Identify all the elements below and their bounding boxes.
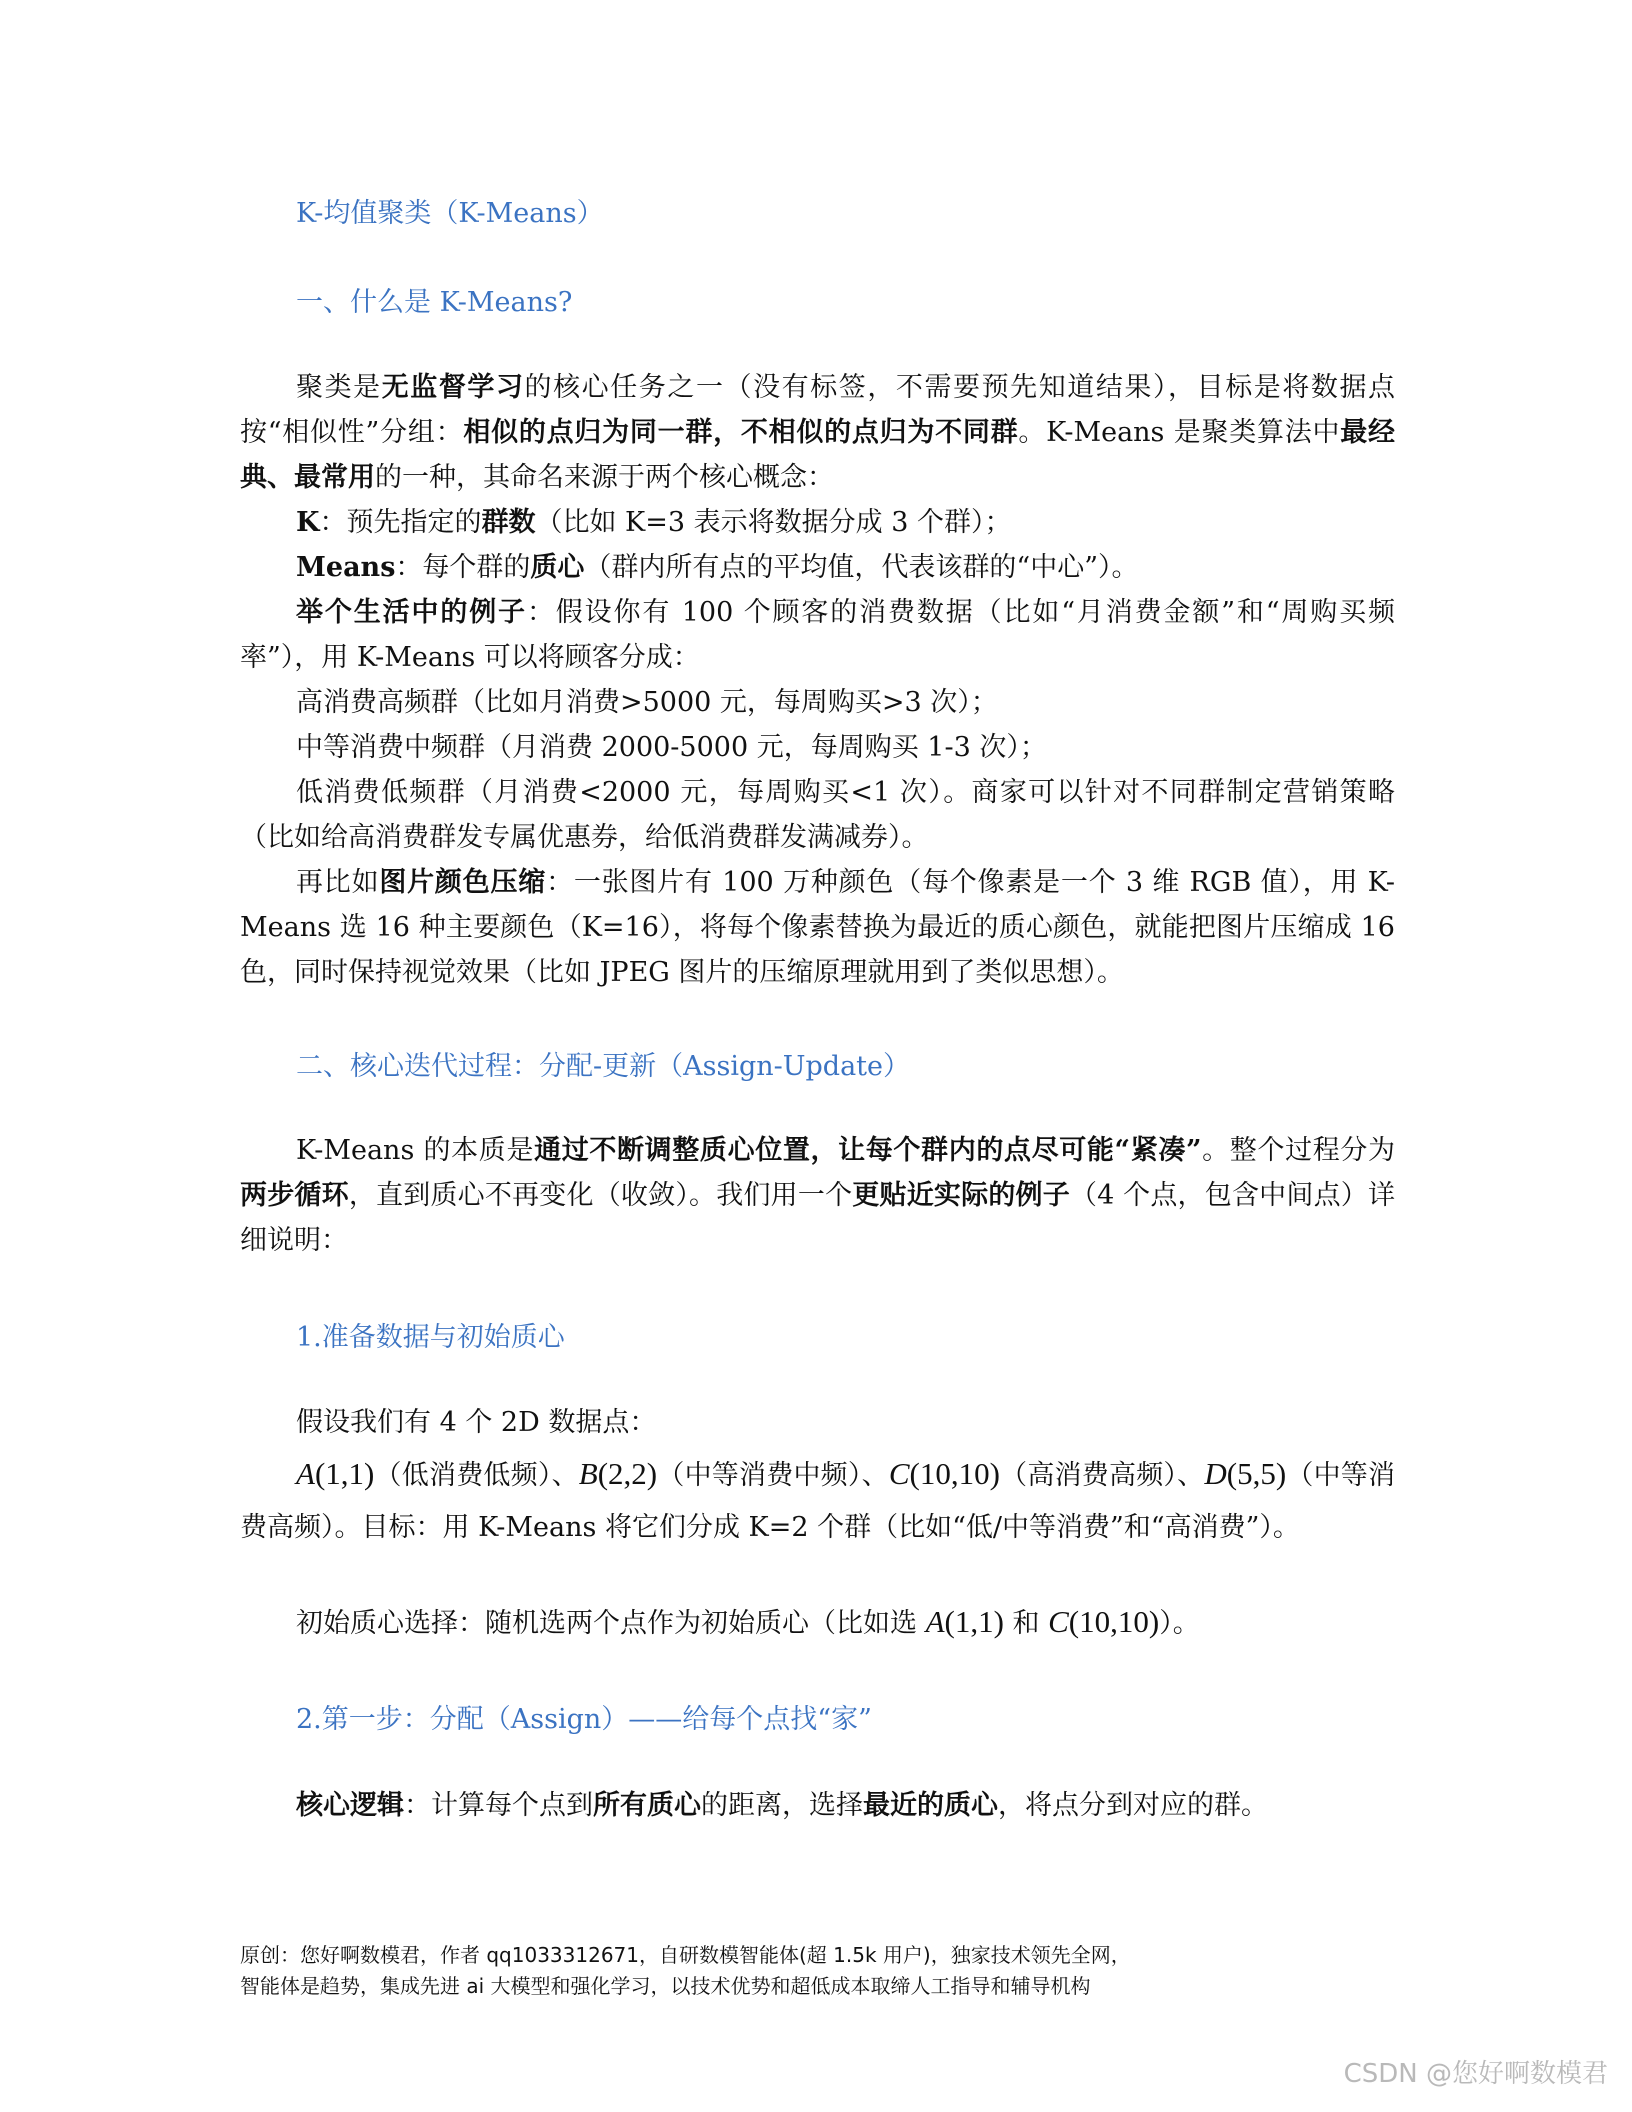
section1-body (240, 365, 1395, 995)
assign-core-logic: 核心逻辑：计算每个点到所有质心的距离，选择最近的质心，将点分到对应的群。 (296, 1790, 1268, 1821)
section-heading-what-is-kmeans: 一、什么是 K-Means? (296, 287, 573, 318)
section3-intro (240, 1400, 1395, 1445)
section2-body (240, 1128, 1395, 1263)
section3-points (240, 1448, 1395, 1554)
group-low: 低消费低频群（月消费<2000 元，每周购买<1 次）。商家可以针对不同群制定营销策略（比如给高消费群发专属优惠券，给低消费群发满减券）。 (240, 777, 1395, 853)
csdn-watermark: CSDN @您好啊数模君 (1343, 2059, 1608, 2089)
document-title: K-均值聚类（K-Means） (296, 198, 604, 229)
means-definition: Means：每个群的质心（群内所有点的平均值，代表该群的“中心”）。 (296, 552, 1139, 583)
footer-line-1: 原创：您好啊数模君，作者 qq1033312671，自研数模智能体(超 1.5k 用户)，独家技术领先全网， (240, 1943, 1131, 1967)
group-high: 高消费高频群（比如月消费>5000 元，每周购买>3 次）； (296, 687, 998, 718)
iteration-paragraph: K-Means 的本质是通过不断调整质心位置，让每个群内的点尽可能“紧凑”。整个过程分为两步循环，直到质心不再变化（收敛）。我们用一个更贴近实际的例子（4 个点，包含中间点）详细说明： (240, 1135, 1396, 1256)
section-heading-assign: 2.第一步：分配（Assign）——给每个点找“家” (296, 1704, 872, 1735)
data-points-list: A(1,1)（低消费低频）、B(2,2)（中等消费中频）、C(10,10)（高消费高频）、D(5,5)（中等消费高频）。目标：用 K-Means 将它们分成 K=2 个群（比如“低/中等消费”和“高消费”）。 (240, 1456, 1396, 1543)
section-heading-iteration: 二、核心迭代过程：分配-更新（Assign-Update） (296, 1051, 911, 1082)
footer-note (240, 1940, 1131, 2002)
section-heading-prepare-data: 1.准备数据与初始质心 (296, 1322, 565, 1353)
k-definition: K：预先指定的群数（比如 K=3 表示将数据分成 3 个群）； (296, 507, 1012, 538)
intro-paragraph: 聚类是无监督学习的核心任务之一（没有标签，不需要预先知道结果），目标是将数据点按“相似性”分组：相似的点归为同一群，不相似的点归为不同群。K-Means 是聚类算法中最经典、最常用的一种，其命名来源于两个核心概念： (240, 372, 1396, 493)
data-points-intro: 假设我们有 4 个 2D 数据点： (296, 1407, 657, 1438)
image-compression-example: 再比如图片颜色压缩：一张图片有 100 万种颜色（每个像素是一个 3 维 RGB 值），用 K-Means 选 16 种主要颜色（K=16），将每个像素替换为最近的质心颜色，就能把图片压缩成 16 色，同时保持视觉效果（比如 JPEG 图片的压缩原理就用到了类似思想）。 (240, 867, 1396, 988)
section4-body (240, 1783, 1395, 1828)
life-example: 举个生活中的例子：假设你有 100 个顾客的消费数据（比如“月消费金额”和“周购买频率”），用 K-Means 可以将顾客分成： (240, 597, 1396, 673)
group-mid: 中等消费中频群（月消费 2000-5000 元，每周购买 1-3 次）； (296, 732, 1047, 763)
section3-init (240, 1596, 1395, 1650)
footer-line-2: 智能体是趋势，集成先进 ai 大模型和强化学习，以技术优势和超低成本取缔人工指导和辅导机构 (240, 1974, 1091, 1998)
initial-centroids: 初始质心选择：随机选两个点作为初始质心（比如选 A(1,1) 和 C(10,10)）。 (296, 1604, 1200, 1639)
